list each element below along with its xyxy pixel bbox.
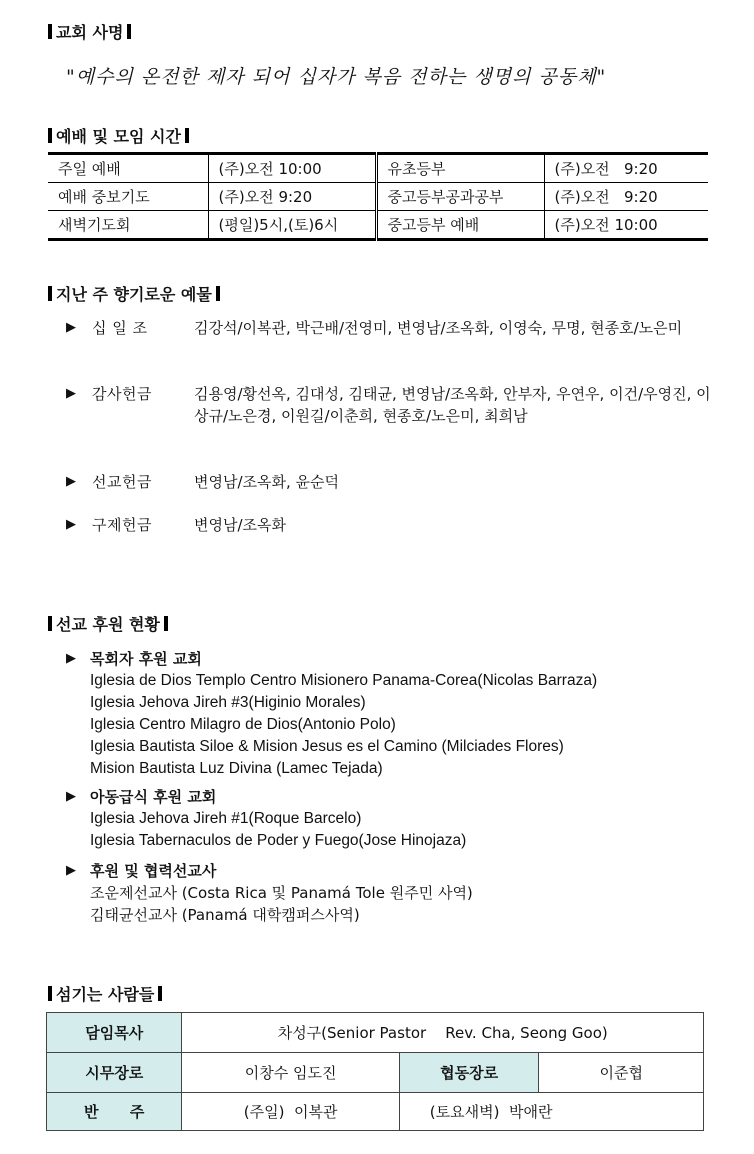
- mission-church-line: Iglesia de Dios Templo Centro Misionero Panama-Corea(Nicolas Barraza): [90, 672, 598, 689]
- title-bar-right: [158, 986, 162, 1001]
- title-bar-left: [48, 128, 52, 143]
- schedule-time: (주)오전 10:00: [544, 211, 708, 240]
- schedule-row: [48, 183, 708, 211]
- mission-church-line: Iglesia Centro Milagro de Dios(Antonio Polo): [90, 716, 396, 733]
- schedule-label: 새벽기도회: [48, 211, 208, 240]
- assoc-elder-label: 협동장로: [399, 1053, 539, 1093]
- staff-section-title: [48, 982, 162, 1005]
- senior-pastor-name: 차성구(Senior Pastor Rev. Cha, Seong Goo): [182, 1013, 704, 1053]
- title-bar-right: [185, 128, 189, 143]
- mission-church-line: Mision Bautista Luz Divina (Lamec Tejada): [90, 760, 383, 777]
- missionary-line: 조운제선교사 (Costa Rica 및 Panamá Tole 원주민 사역): [90, 884, 473, 902]
- mission-group-pastor-support: [66, 648, 597, 780]
- mission-group-missionaries: [66, 860, 473, 926]
- schedule-row: [48, 211, 708, 240]
- title-bar-left: [48, 616, 52, 631]
- title-bar-right: [164, 616, 168, 631]
- offering-label: 감사헌금: [92, 385, 152, 403]
- schedule-section-title: [48, 124, 189, 147]
- mission-church-line: Iglesia Bautista Siloe & Mision Jesus es el Camino (Milciades Flores): [90, 738, 564, 755]
- mission-church-line: Iglesia Tabernaculos de Poder y Fuego(Jose Hinojaza): [90, 832, 467, 849]
- offering-label: 십 일 조: [92, 319, 148, 337]
- mission-group-heading: 후원 및 협력선교사: [90, 862, 217, 880]
- arrow-right-icon: ▶: [66, 651, 76, 666]
- schedule-row: [48, 154, 708, 183]
- church-motto: "예수의 온전한 제자 되어 십자가 복음 전하는 생명의 공동체": [66, 66, 607, 88]
- title-bar-left: [48, 986, 52, 1001]
- staff-table: [46, 1012, 704, 1131]
- title-bar-left: [48, 286, 52, 301]
- title-bar-right: [216, 286, 220, 301]
- arrow-right-icon: ▶: [66, 789, 76, 804]
- staff-title-text: 섬기는 사람들: [56, 985, 155, 1004]
- missions-section-title: [48, 612, 168, 635]
- schedule-label: 주일 예배: [48, 154, 208, 183]
- offering-names: 김용영/황선옥, 김대성, 김태균, 변영남/조옥화, 안부자, 우연우, 이건/우영진, 이상규/노은경, 이원길/이춘희, 현종호/노은미, 최희남: [194, 385, 711, 425]
- offering-names: 변영남/조옥화, 윤순덕: [194, 473, 340, 491]
- assoc-elder-name: 이준협: [539, 1053, 704, 1093]
- schedule-time: (주)오전 9:20: [544, 183, 708, 211]
- accompanist-sunday: (주일) 이복관: [182, 1093, 399, 1131]
- elders-names: 이창수 임도진: [182, 1053, 399, 1093]
- mission-group-heading: 아동급식 후원 교회: [90, 788, 217, 806]
- staff-row: [47, 1053, 704, 1093]
- title-bar-right: [127, 24, 131, 39]
- offering-label: 선교헌금: [92, 473, 152, 491]
- arrow-right-icon: ▶: [66, 474, 76, 489]
- arrow-right-icon: ▶: [66, 863, 76, 878]
- schedule-label: 중고등부공과공부: [376, 183, 544, 211]
- accompanist-saturday: (토요새벽) 박애란: [399, 1093, 703, 1131]
- missionary-line: 김태균선교사 (Panamá 대학캠퍼스사역): [90, 906, 360, 924]
- arrow-right-icon: ▶: [66, 386, 76, 401]
- staff-row: [47, 1013, 704, 1053]
- elders-label: 시무장로: [47, 1053, 182, 1093]
- accompanist-label: 반 주: [47, 1093, 182, 1131]
- schedule-label: 유초등부: [376, 154, 544, 183]
- senior-pastor-label: 담임목사: [47, 1013, 182, 1053]
- mission-section-title: [48, 20, 131, 43]
- offering-label: 구제헌금: [92, 516, 152, 534]
- mission-church-line: Iglesia Jehova Jireh #1(Roque Barcelo): [90, 810, 362, 827]
- staff-row: [47, 1093, 704, 1131]
- offerings-title-text: 지난 주 향기로운 예물: [56, 285, 212, 304]
- mission-church-line: Iglesia Jehova Jireh #3(Higinio Morales): [90, 694, 366, 711]
- schedule-time: (주)오전 9:20: [544, 154, 708, 183]
- schedule-label: 중고등부 예배: [376, 211, 544, 240]
- schedule-table: [48, 152, 708, 241]
- offerings-section-title: [48, 282, 220, 305]
- arrow-right-icon: ▶: [66, 320, 76, 335]
- schedule-time: (평일)5시,(토)6시: [208, 211, 376, 240]
- schedule-label: 예배 중보기도: [48, 183, 208, 211]
- arrow-right-icon: ▶: [66, 517, 76, 532]
- missions-title-text: 선교 후원 현황: [56, 615, 160, 634]
- schedule-time: (주)오전 10:00: [208, 154, 376, 183]
- title-bar-left: [48, 24, 52, 39]
- mission-title-text: 교회 사명: [56, 23, 124, 42]
- mission-group-child-meals: [66, 786, 466, 852]
- mission-group-heading: 목회자 후원 교회: [90, 650, 202, 668]
- schedule-time: (주)오전 9:20: [208, 183, 376, 211]
- offering-names: 김강석/이복관, 박근배/전영미, 변영남/조옥화, 이영숙, 무명, 현종호/노은미: [194, 319, 683, 337]
- schedule-title-text: 예배 및 모임 시간: [56, 127, 181, 146]
- offering-names: 변영남/조옥화: [194, 516, 286, 534]
